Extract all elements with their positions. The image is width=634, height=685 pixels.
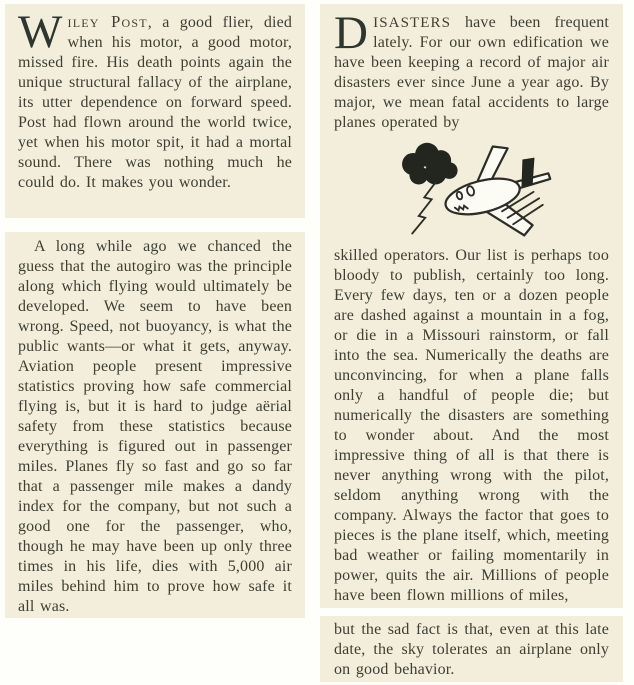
panel-autogiro — [5, 232, 305, 618]
storm-cloud-airplane-illustration — [374, 140, 569, 240]
lead-word-disasters: ISASTERS — [373, 15, 452, 31]
airplane-tail-fin — [522, 158, 535, 187]
paragraph-autogiro-text: A long while ago we chanced the guess that the autogiro was the principle along which flying would ultimately be developed. We seem to have been wrong. Speed, not buoyancy, is what the public wants—or what it gets, anyway. Aviation people present impressive statistics proving how safe commercial flying is, but it is hard to judge aërial safety from these statistics because everything is figured out in passenger miles. Planes fly so fast and go so far that a passenger mile makes a dandy index for the company, but not such a good one for the passenger, who, though he may have been up only three times in his life, dies with 5,000 air miles behind him to prove how safe it all was. — [18, 238, 292, 615]
paragraph-wiley-post — [18, 6, 292, 193]
panel-disasters — [320, 4, 623, 608]
paragraph-disasters-continued: skilled operators. Our list is perhaps too bloody to publish, certainly too long. Every few days, ten or a dozen people are dashed against a mountain in a fog, or die in a Missouri rainstorm, or fall into the sea. Numerically the deaths are unconvincing, for when a plane falls only a handful of people die; but numerically the disasters are something to wonder about. And the most impressive thing of all is that there is never anything wrong with the pilot, seldom anything wrong with the company. Always the factor that goes to pieces is the plane itself, which, meeting bad weather or failing momentarily in power, quits the air. Millions of people have been flown millions of miles, — [334, 247, 609, 604]
panel-good-behavior — [320, 616, 623, 682]
paragraph-good-behavior-text: but the sad fact is that, even at this late date, the sky tolerates an airplane only on good behavior. — [334, 621, 609, 678]
drop-cap-w: W — [18, 6, 63, 58]
panel-wiley-post — [5, 4, 305, 218]
storm-cloud-icon — [402, 143, 458, 185]
cartoon-airplane-icon — [442, 146, 550, 235]
paragraph-disasters-intro — [334, 7, 609, 133]
paragraph-disasters-intro-text: have been frequent lately. For our own edification we have been keeping a record of major air disasters ever since June a year ago. By major, we mean fatal accidents to large planes operated by — [334, 14, 609, 131]
paragraph-wiley-post-text: , a good flier, died when his motor, a good motor, missed fire. His death points again the unique structural fallacy of the airplane, its utter dependence on forward speed. Post had flown around the world twice, yet when his motor spit, it had a mortal sound. There was nothing much he could do. It makes you wonder. — [18, 14, 292, 191]
drop-cap-d: D — [334, 7, 369, 59]
lead-words-wiley-post: iley Post — [67, 12, 148, 31]
lightning-bolt-icon — [412, 183, 435, 234]
